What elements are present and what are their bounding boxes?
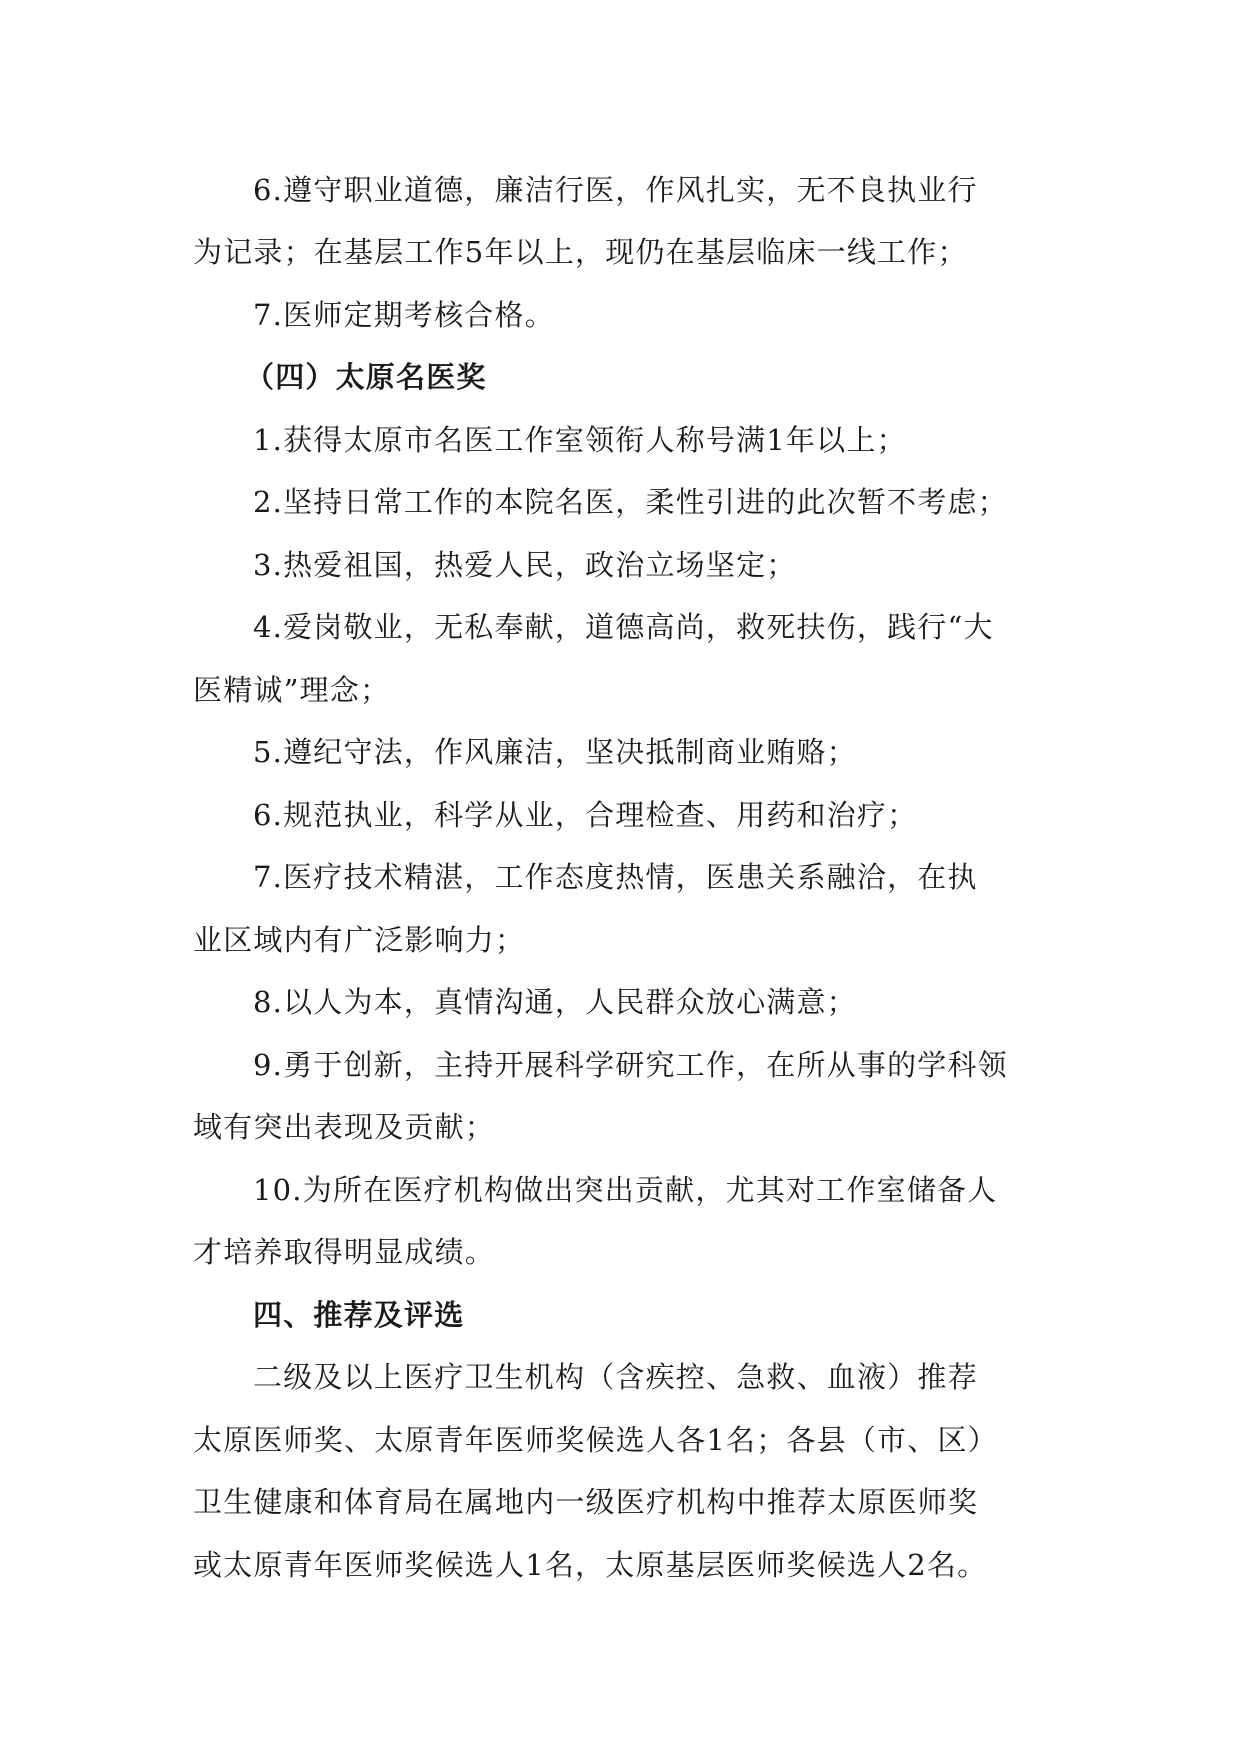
paragraph-line: 业区域内有广泛影响力； [193, 923, 526, 957]
paragraph-line: 6.遵守职业道德，廉洁行医，作风扎实，无不良执业行 [253, 173, 978, 207]
paragraph-line: 7.医师定期考核合格。 [253, 298, 555, 332]
paragraph-line: 二级及以上医疗卫生机构（含疾控、急救、血液）推荐 [253, 1360, 978, 1394]
paragraph-line: 或太原青年医师奖候选人1名，太原基层医师奖候选人2名。 [193, 1548, 988, 1582]
paragraph-line: 才培养取得明显成绩。 [193, 1235, 496, 1269]
section-heading: （四）太原名医奖 [245, 360, 487, 394]
paragraph-line: 3.热爱祖国，热爱人民，政治立场坚定； [253, 548, 797, 582]
paragraph-line: 1.获得太原市名医工作室领衔人称号满1年以上； [253, 423, 907, 457]
paragraph-line: 2.坚持日常工作的本院名医，柔性引进的此次暂不考虑； [253, 485, 1008, 519]
paragraph-line: 5.遵纪守法，作风廉洁，坚决抵制商业贿赂； [253, 735, 857, 769]
paragraph-line: 7.医疗技术精湛，工作态度热情，医患关系融洽，在执 [253, 860, 978, 894]
paragraph-line: 医精诚”理念； [193, 673, 391, 707]
paragraph-line: 8.以人为本，真情沟通，人民群众放心满意； [253, 985, 857, 1019]
paragraph-line: 太原医师奖、太原青年医师奖候选人各1名；各县（市、区） [193, 1423, 998, 1457]
paragraph-line: 卫生健康和体育局在属地内一级医疗机构中推荐太原医师奖 [193, 1485, 979, 1519]
paragraph-line: 4.爱岗敬业，无私奉献，道德高尚，救死扶伤，践行“大 [253, 610, 994, 644]
paragraph-line: 9.勇于创新，主持开展科学研究工作，在所从事的学科领 [253, 1048, 1008, 1082]
paragraph-line: 域有突出表现及贡献； [193, 1110, 496, 1144]
paragraph-line: 10.为所在医疗机构做出突出贡献，尤其对工作室储备人 [253, 1173, 998, 1207]
paragraph-line: 为记录；在基层工作5年以上，现仍在基层临床一线工作； [193, 235, 968, 269]
paragraph-line: 6.规范执业，科学从业，合理检查、用药和治疗； [253, 798, 918, 832]
section-heading: 四、推荐及评选 [253, 1298, 465, 1332]
